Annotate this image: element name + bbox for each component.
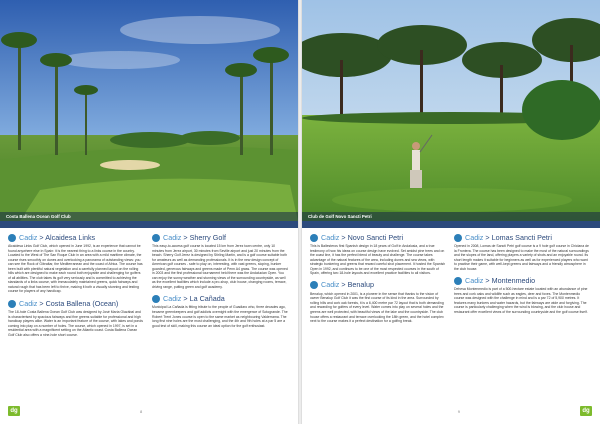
section-heading xyxy=(454,275,590,286)
section-title: Cadiz > La Cañada xyxy=(163,293,225,303)
left-photo-caption: Costa Ballena Ocean Golf Club xyxy=(0,212,298,221)
section-la-canada xyxy=(152,293,288,328)
section-alcaidesa-links xyxy=(8,232,144,294)
section-body: Opened in 2008, Lomas de Sancti Petri golf course is a 9 hole golf course in Chiclana de la Frontera. The course has been designed to make the most of the natural surroundings and the slopes of the land, offering players a variety of shots and an enjoyable round. Its short length makes it suitable for beginners as well as for experienced players who want to practise their game, with well-kept greens and fairways and a friendly atmosphere in the club house. xyxy=(454,244,589,271)
section-lomas-sancti-petri xyxy=(454,232,590,271)
section-heading xyxy=(8,298,144,309)
section-heading xyxy=(310,280,446,291)
right-page xyxy=(302,0,600,424)
left-page xyxy=(0,0,298,424)
golf-ball-icon xyxy=(8,234,16,242)
section-heading xyxy=(454,232,590,243)
dg-logo: dg xyxy=(580,406,592,416)
section-body: The 18-hole Costa Ballena Ocean Golf Club was designed by José María Olazábal and is characterised by spacious fairways and fine greens suitable for professional and high handicap players alike. Water is an important feature of the course, with lakes and ponds coming into play on a number of holes. The course, which opened in 1997, is set in a residential area with a magnificent setting on the Atlantic coast. Costa Ballena Ocean Golf Club also offers a nine-hole short course. xyxy=(8,310,143,337)
section-benalup xyxy=(310,280,446,324)
page-number: 8 xyxy=(140,409,143,414)
section-title: Cadiz > Costa Ballena (Ocean) xyxy=(19,298,119,308)
section-body: Alcaidesa Links Golf Club, which opened in June 1992, is an experience that cannot be found anywhere else in Spain: it is the nearest thing to a links course in the country. Located to the West of The San Roque Club in an area with a mild maritime climate, the course rises smoothly on dunes and overlooking a panorama of outstanding views: you can see the Rock of Gibraltar, the Mediterranean and the coast of Africa. The course has been built with plentiful natural vegetation and a carefully planned layout on the rolling hills which are designed to make each round both enjoyable and challenging for golfers of all abilities. The club takes its golf very seriously and is committed to achieving the standards of a links course, with immaculately maintained greens, quick fairways and natural rough that has been left to thrive, making it both a visually stunning and testing course for players of any handicap. xyxy=(8,244,143,294)
golf-ball-icon xyxy=(310,281,318,289)
left-column-2 xyxy=(152,232,288,332)
right-column-1 xyxy=(310,232,446,328)
section-heading xyxy=(310,232,446,243)
section-novo-sancti-petri xyxy=(310,232,446,276)
left-blue-bar xyxy=(0,221,298,228)
left-column-1 xyxy=(8,232,144,341)
section-costa-ballena xyxy=(8,298,144,337)
section-title: Cadiz > Lomas Sancti Petri xyxy=(465,232,552,242)
section-sherry-golf xyxy=(152,232,288,289)
section-title: Cadiz > Benalup xyxy=(321,280,374,290)
section-title: Cadiz > Sherry Golf xyxy=(163,232,226,242)
section-heading xyxy=(152,293,288,304)
right-photo-novo-sancti-petri xyxy=(302,0,600,221)
golf-ball-icon xyxy=(454,277,462,285)
section-body: This easy-to-access golf course is located 15 km from Jerez town centre, only 10 minutes from Jerez airport, 30 minutes from Seville airport and just 20 minutes from the beach. Sherry Golf Jerez is designed by Stirling Martin, and is a golf course suitable both for amateurs as well as demanding professionals. It is in the new design concept of American golf courses - safe to play on, interesting, with vast greens, sloping, bunker guarded, generous fairways and greens made of Penn A4 grass. The course was opened in 2003 and the first professional tournament held there was the Andalucian Open. You can enjoy the sunny weather and stunning views of the surrounding countryside, as well as the excellent facilities which include a pro-shop, club house, changing rooms, terrace, driving range, putting green and golf academy. xyxy=(152,244,288,289)
dg-logo: dg xyxy=(8,406,20,416)
section-heading xyxy=(152,232,288,243)
right-blue-bar xyxy=(302,221,600,228)
section-title: Cadiz > Montenmedio xyxy=(465,275,536,285)
section-body: Dehesa Montenmedio is part of a 500-hectare estate located with an abundance of pine trees and cork oaks and wildlife such as eagles, deer and foxes. The Montenmedio course was designed with the challenge in mind and is a par 72 of 5,900 metres. It features many bunkers and water hazards, but the fairways are wide and forgiving. The course is particularly challenging when the wind is blowing, and the club house and restaurant offer excellent views of the surrounding countryside and the golf course itself. xyxy=(454,287,588,315)
section-body: This is Ballesteros first Spanish design in 18 years of Golf in Andalusia, and a true testimony of how his ideas on course design have evolved. Set amidst pine trees and on the coast line, it has the perfect blend of beauty and challenge. The course takes advantage of the natural features of the area, including dunes and sea views, with strategic bunkering and greens that reward careful shot placement. It hosted the Spanish Open in 1992, and continues to be one of the most respected courses in the south of Spain, offering two 18-hole layouts and excellent practice facilities to all visitors. xyxy=(310,244,446,276)
section-title: Cadiz > Novo Sancti Petri xyxy=(321,232,404,242)
section-body: Municipal La Cañada is fitting tribute to the people of Guadiaro who, three decades ago, became greenkeepers and golf addicts overnight with the emergence of Sotogrande. The Robert Trent Jones course is open to the same market as neighbouring Valderrama. The long first nine holes are the most challenging, and the 4th and 9th holes at a par 5 are a good test of skill, making this course an ideal option for the golf enthusiast. xyxy=(152,305,288,328)
right-photo-caption: Club de Golf Novo Sancti Petri xyxy=(302,212,600,221)
left-photo-costa-ballena xyxy=(0,0,298,221)
golf-ball-icon xyxy=(152,234,160,242)
section-body: Benalup, which opened in 2001, is a pioneer in the sense that thanks to the vision of owner Benalup Golf Club it was the first course of its kind in the area. Surrounded by rolling hills and cork oak forests, it is a 6,400 metre par 72 layout that is both demanding and rewarding for golfers of every level. Water comes into play on several holes and the greens are well protected, with beautiful views of the lake and the countryside. The club house offers a restaurant and terrace overlooking the 18th green, and the hotel complex next to the course makes it a perfect destination for a golfing break. xyxy=(310,291,444,324)
page-number: 9 xyxy=(457,409,460,414)
section-montenmedio xyxy=(454,275,590,314)
golf-ball-icon xyxy=(8,300,16,308)
right-column-2 xyxy=(454,232,590,319)
section-title: Cadiz > Alcaidesa Links xyxy=(19,232,96,242)
golf-ball-icon xyxy=(152,295,160,303)
golf-ball-icon xyxy=(454,234,462,242)
golf-ball-icon xyxy=(310,234,318,242)
section-heading xyxy=(8,232,144,243)
